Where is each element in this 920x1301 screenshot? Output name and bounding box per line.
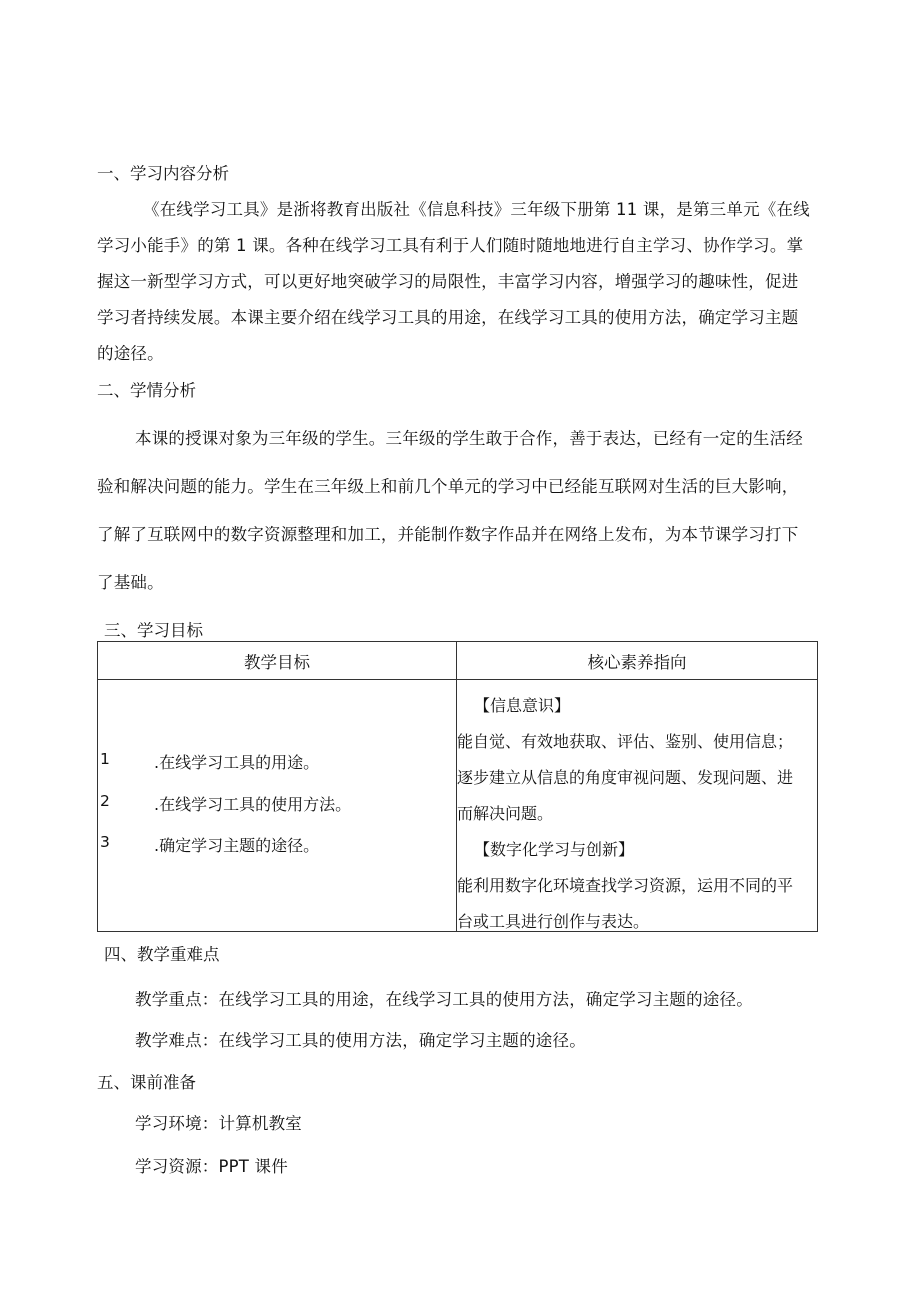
goal-number: 1 (100, 750, 110, 768)
literacy-line: 能自觉、有效地获取、评估、鉴别、使用信息； (457, 732, 794, 751)
section-5-line: 学习资源：PPT 课件 (135, 1157, 288, 1176)
literacy-line: 【数字化学习与创新】 (474, 840, 635, 859)
section-2-line: 验和解决问题的能力。学生在三年级上和前几个单元的学习中已经能互联网对生活的巨大影响， (97, 477, 799, 496)
section-1-line: 学习者持续发展。本课主要介绍在线学习工具的用途，在线学习工具的使用方法，确定学习主题 (97, 308, 799, 327)
section-4-line: 教学重点：在线学习工具的用途，在线学习工具的使用方法，确定学习主题的途径。 (135, 990, 753, 1009)
section-2-line: 本课的授课对象为三年级的学生。三年级的学生敢于合作，善于表达，已经有一定的生活经 (135, 429, 803, 448)
teaching-goals-cell (98, 680, 457, 932)
literacy-line: 而解决问题。 (457, 804, 554, 823)
section-1-line: 握这一新型学习方式，可以更好地突破学习的局限性，丰富学习内容，增强学习的趣味性，促进 (97, 272, 799, 291)
section-1-line: 学习小能手》的第 1 课。各种在线学习工具有利于人们随时随地地进行自主学习、协作学习。掌 (97, 236, 804, 255)
section-5-line: 学习环境：计算机教室 (135, 1114, 302, 1133)
core-literacy-cell (457, 680, 818, 932)
section-4-line: 教学难点：在线学习工具的使用方法，确定学习主题的途径。 (135, 1031, 586, 1050)
goal-text: .确定学习主题的途径。 (154, 836, 320, 855)
section-4-heading: 四、教学重难点 (104, 945, 220, 964)
literacy-line: 能利用数字化环境查找学习资源，运用不同的平 (457, 876, 794, 895)
goal-number: 3 (100, 833, 110, 851)
literacy-line: 逐步建立从信息的角度审视问题、发现问题、进 (457, 768, 794, 787)
section-2-heading: 二、学情分析 (97, 381, 196, 400)
section-2-line: 了基础。 (97, 573, 164, 592)
table-header-teaching-goals: 教学目标 (98, 642, 457, 680)
learning-goals-table (97, 641, 818, 932)
section-3-heading: 三、学习目标 (104, 621, 203, 640)
literacy-line: 【信息意识】 (474, 696, 571, 715)
table-header-core-literacy: 核心素养指向 (457, 642, 818, 680)
goal-number: 2 (100, 792, 110, 810)
section-1-line: 《在线学习工具》是浙将教育出版社《信息科技》三年级下册第 11 课，是第三单元《在线 (143, 200, 810, 219)
section-5-heading: 五、课前准备 (97, 1073, 196, 1092)
section-1-heading: 一、学习内容分析 (97, 164, 229, 183)
goal-text: .在线学习工具的使用方法。 (154, 795, 352, 814)
section-2-line: 了解了互联网中的数字资源整理和加工，并能制作数字作品并在网络上发布，为本节课学习打下 (97, 525, 799, 544)
goal-text: .在线学习工具的用途。 (154, 753, 320, 772)
section-1-line: 的途径。 (97, 344, 164, 363)
literacy-line: 台或工具进行创作与表达。 (457, 912, 650, 931)
